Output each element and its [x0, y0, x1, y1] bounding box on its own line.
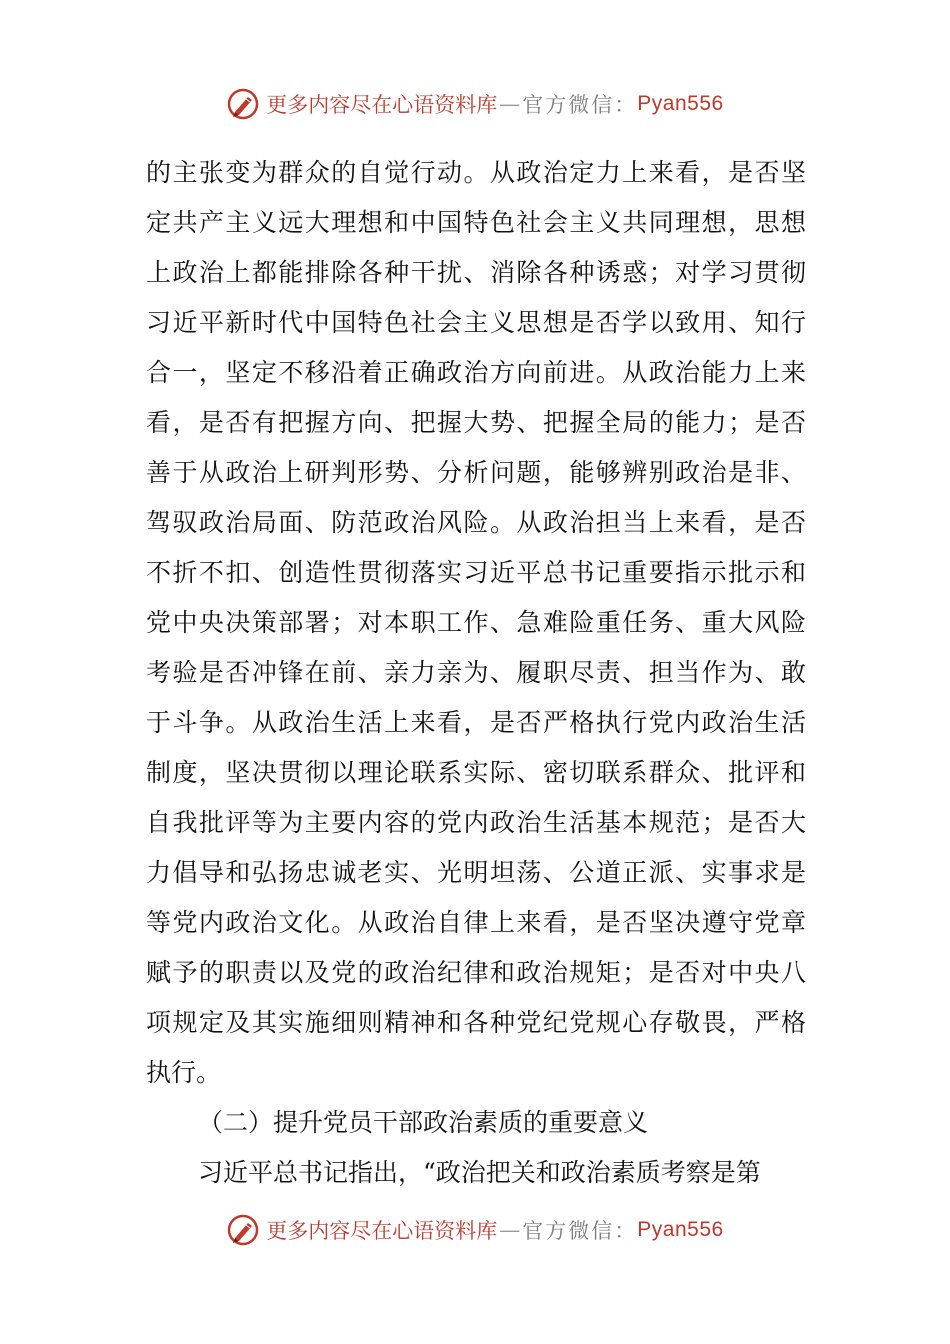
body-line: 执行。	[146, 1058, 222, 1087]
body-line: 考验是否冲锋在前、亲力亲为、履职尽责、担当作为、敢	[146, 658, 806, 687]
body-line: 看，是否有把握方向、把握大势、把握全局的能力；是否	[146, 408, 806, 437]
pen-logo-icon	[226, 87, 260, 121]
watermark-wechat-id: Pyan556	[637, 92, 724, 115]
watermark-separator: —	[499, 1218, 521, 1242]
body-line: 制度，坚决贯彻以理论联系实际、密切联系群众、批评和	[146, 758, 806, 787]
body-line: 定共产主义远大理想和中国特色社会主义共同理想，思想	[146, 208, 806, 237]
body-line: 驾驭政治局面、防范政治风险。从政治担当上来看，是否	[146, 508, 806, 537]
body-line: 自我批评等为主要内容的党内政治生活基本规范；是否大	[146, 808, 806, 837]
watermark-header	[0, 84, 950, 124]
watermark-footer	[0, 1210, 950, 1250]
watermark-label: 官方微信：	[522, 93, 638, 117]
body-line: 善于从政治上研判形势、分析问题，能够辨别政治是非、	[146, 458, 806, 487]
section-heading: （二）提升党员干部政治素质的重要意义	[198, 1108, 649, 1137]
body-line: 合一，坚定不移沿着正确政治方向前进。从政治能力上来	[146, 358, 806, 387]
body-line: 的主张变为群众的自觉行动。从政治定力上来看，是否坚	[146, 158, 806, 187]
body-line: 不折不扣、创造性贯彻落实习近平总书记重要指示批示和	[146, 558, 806, 587]
watermark-label: 官方微信：	[522, 1219, 638, 1243]
watermark-separator: —	[499, 92, 521, 116]
body-line: 于斗争。从政治生活上来看，是否严格执行党内政治生活	[146, 708, 806, 737]
watermark-brand: 更多内容尽在心语资料库	[266, 93, 498, 117]
body-line: 党中央决策部署；对本职工作、急难险重任务、重大风险	[146, 608, 806, 637]
document-body	[146, 148, 806, 1198]
body-line: 赋予的职责以及党的政治纪律和政治规矩；是否对中央八	[146, 958, 806, 987]
body-line: 项规定及其实施细则精神和各种党纪党规心存敬畏，严格	[146, 1008, 806, 1037]
body-line: 等党内政治文化。从政治自律上来看，是否坚决遵守党章	[146, 908, 806, 937]
body-line: 上政治上都能排除各种干扰、消除各种诱惑；对学习贯彻	[146, 258, 806, 287]
body-line: 力倡导和弘扬忠诚老实、光明坦荡、公道正派、实事求是	[146, 858, 806, 887]
paragraph-first-line: 习近平总书记指出，“政治把关和政治素质考察是第	[198, 1158, 761, 1187]
watermark-brand: 更多内容尽在心语资料库	[266, 1219, 498, 1243]
pen-logo-icon	[226, 1213, 260, 1247]
body-line: 习近平新时代中国特色社会主义思想是否学以致用、知行	[146, 308, 806, 337]
watermark-wechat-id: Pyan556	[637, 1218, 724, 1241]
